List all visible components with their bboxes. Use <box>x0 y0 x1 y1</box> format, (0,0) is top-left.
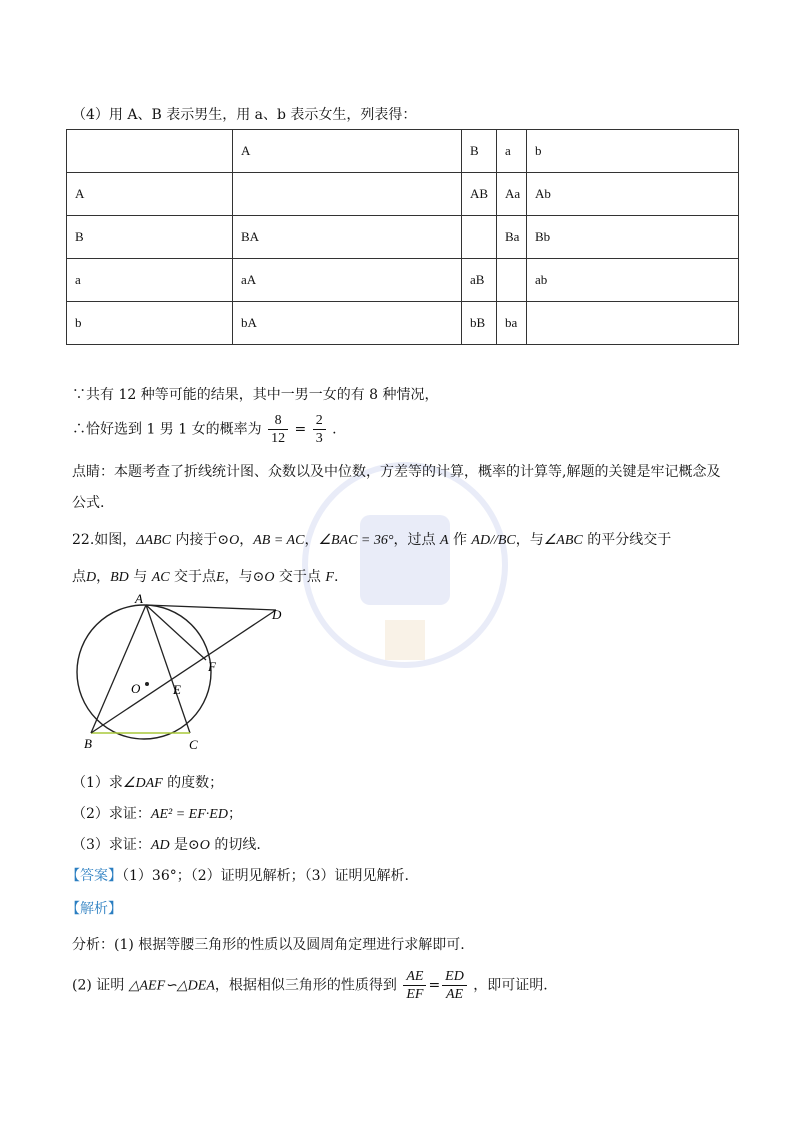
result-prefix: ∴恰好选到 1 男 1 女的概率为 <box>72 421 262 438</box>
numerator: 2 <box>313 412 326 430</box>
q22-text: ，过点 <box>393 532 440 548</box>
sub-question-1 <box>72 772 223 792</box>
sub-text: 的度数； <box>162 775 224 791</box>
sub-question-2 <box>72 803 242 823</box>
q22-math: F <box>325 570 334 585</box>
table-cell: Ab <box>527 173 739 216</box>
q22-math: ΔABC <box>136 533 171 548</box>
q22-text: 作 <box>448 532 472 548</box>
question-22-line-2 <box>72 566 338 586</box>
result-line-1: ∵共有 12 种等可能的结果，其中一男一女的有 8 种情况， <box>72 387 439 403</box>
fraction-2-3 <box>313 412 326 447</box>
fraction-ed-ae <box>442 968 467 1003</box>
table-cell: aA <box>233 259 462 302</box>
q22-text: 内接于⊙ <box>170 532 230 548</box>
answer-tag: 【答案】 <box>66 868 122 884</box>
q22-text: ，与⊙ <box>224 569 265 585</box>
sub-math: AD <box>150 838 170 853</box>
numerator: 8 <box>268 412 288 430</box>
sub-text: ； <box>227 806 242 822</box>
q22-math: O <box>264 570 275 585</box>
q22-text: ，与 <box>515 532 544 548</box>
analysis-math: △AEF∽△DEA <box>128 978 215 994</box>
segment-ac <box>146 605 190 733</box>
label-a: A <box>135 591 143 606</box>
table-cell: aB <box>462 259 497 302</box>
sub-text: 是⊙ <box>169 837 200 853</box>
denominator: 3 <box>315 431 323 446</box>
table-row <box>67 302 739 345</box>
sub-text: （3）求证： <box>72 837 151 853</box>
table-cell <box>527 302 739 345</box>
table-cell: a <box>67 259 233 302</box>
table-cell: Aa <box>497 173 527 216</box>
table-row <box>67 173 739 216</box>
sub-text: （2）求证： <box>72 806 151 822</box>
q22-math: AD//BC <box>471 533 516 548</box>
answer-text: （1）36°；（2）证明见解析；（3）证明见解析. <box>122 868 409 884</box>
result-line-2 <box>72 412 337 447</box>
q22-text: 交于点 <box>169 569 217 585</box>
comment-line-2: 公式. <box>72 495 105 511</box>
sub-math: O <box>199 838 210 853</box>
numerator: AE <box>403 968 426 986</box>
table-cell: b <box>527 130 739 173</box>
table-cell: AB <box>462 173 497 216</box>
q22-text: 的平分线交于 <box>582 532 672 548</box>
table-cell: Bb <box>527 216 739 259</box>
q22-math: E <box>216 570 225 585</box>
table-cell: A <box>233 130 462 173</box>
answer-line <box>66 865 409 885</box>
analysis-line-1: 分析：(1) 根据等腰三角形的性质以及圆周角定理进行求解即可. <box>72 937 465 953</box>
q22-math: AB = AC <box>253 533 305 548</box>
q22-math: ∠ABC <box>543 533 583 548</box>
q22-math: A <box>439 533 449 548</box>
fraction-ae-ef <box>403 968 426 1003</box>
table-cell <box>233 173 462 216</box>
q22-text: . <box>333 569 339 585</box>
table-cell: a <box>497 130 527 173</box>
table-cell: A <box>67 173 233 216</box>
q22-text: ， <box>304 532 319 548</box>
label-f: F <box>208 659 216 674</box>
equals-sign: = <box>294 421 307 438</box>
question-22-line-1 <box>72 529 671 549</box>
fraction-8-12 <box>268 412 288 447</box>
q22-text: 22.如图， <box>72 532 137 548</box>
denominator: 12 <box>271 431 286 446</box>
q22-math: D <box>86 570 97 585</box>
q22-math: BD <box>110 570 129 585</box>
analysis-tag: 【解析】 <box>66 901 122 917</box>
table-cell: bA <box>233 302 462 345</box>
sub-question-3 <box>72 834 261 854</box>
table-row <box>67 259 739 302</box>
table-cell: B <box>462 130 497 173</box>
q22-math: AC <box>151 570 170 585</box>
sub-math: AE² = EF·ED <box>150 807 228 822</box>
intro-text: （4）用 A、B 表示男生，用 a、b 表示女生，列表得： <box>72 107 417 123</box>
center-point <box>145 682 149 686</box>
q22-text: 与 <box>128 569 152 585</box>
analysis-text: ，即可证明. <box>473 977 548 994</box>
q22-math: ∠BAC = 36° <box>318 533 394 548</box>
table-cell: Ba <box>497 216 527 259</box>
table-cell: ba <box>497 302 527 345</box>
analysis-text: (2) 证明 <box>72 977 125 994</box>
denominator: EF <box>406 987 424 1002</box>
sub-math: ∠DAF <box>122 776 163 791</box>
denominator: AE <box>445 987 464 1002</box>
table-cell <box>462 216 497 259</box>
analysis-text: ，根据相似三角形的性质得到 <box>214 977 397 994</box>
table-row <box>67 130 739 173</box>
q22-text: 点 <box>72 569 86 585</box>
table-cell: b <box>67 302 233 345</box>
label-e: E <box>173 682 181 697</box>
q22-math: O <box>229 533 240 548</box>
q22-text: 交于点 <box>274 569 326 585</box>
table-cell: ab <box>527 259 739 302</box>
geometry-figure <box>76 590 296 760</box>
outcome-table <box>66 129 739 345</box>
segment-ab <box>91 605 146 733</box>
sub-text: 的切线. <box>209 837 261 853</box>
table-cell <box>67 130 233 173</box>
table-cell: B <box>67 216 233 259</box>
q22-text: ， <box>239 532 254 548</box>
comment-line-1: 点睛：本题考查了折线统计图、众数以及中位数，方差等的计算，概率的计算等,解题的关键是牢记概念及 <box>72 464 721 480</box>
sub-text: （1）求 <box>72 775 123 791</box>
table-cell: BA <box>233 216 462 259</box>
numerator: ED <box>442 968 467 986</box>
label-o: O <box>131 681 141 696</box>
label-b: B <box>84 736 92 751</box>
q22-text: ， <box>96 569 111 585</box>
table-cell: bB <box>462 302 497 345</box>
result-suffix: . <box>332 421 337 438</box>
equals-sign: = <box>428 977 441 994</box>
table-row <box>67 216 739 259</box>
label-c: C <box>189 737 198 752</box>
table-cell <box>497 259 527 302</box>
label-d: D <box>272 607 282 622</box>
analysis-line-2 <box>72 968 548 1003</box>
